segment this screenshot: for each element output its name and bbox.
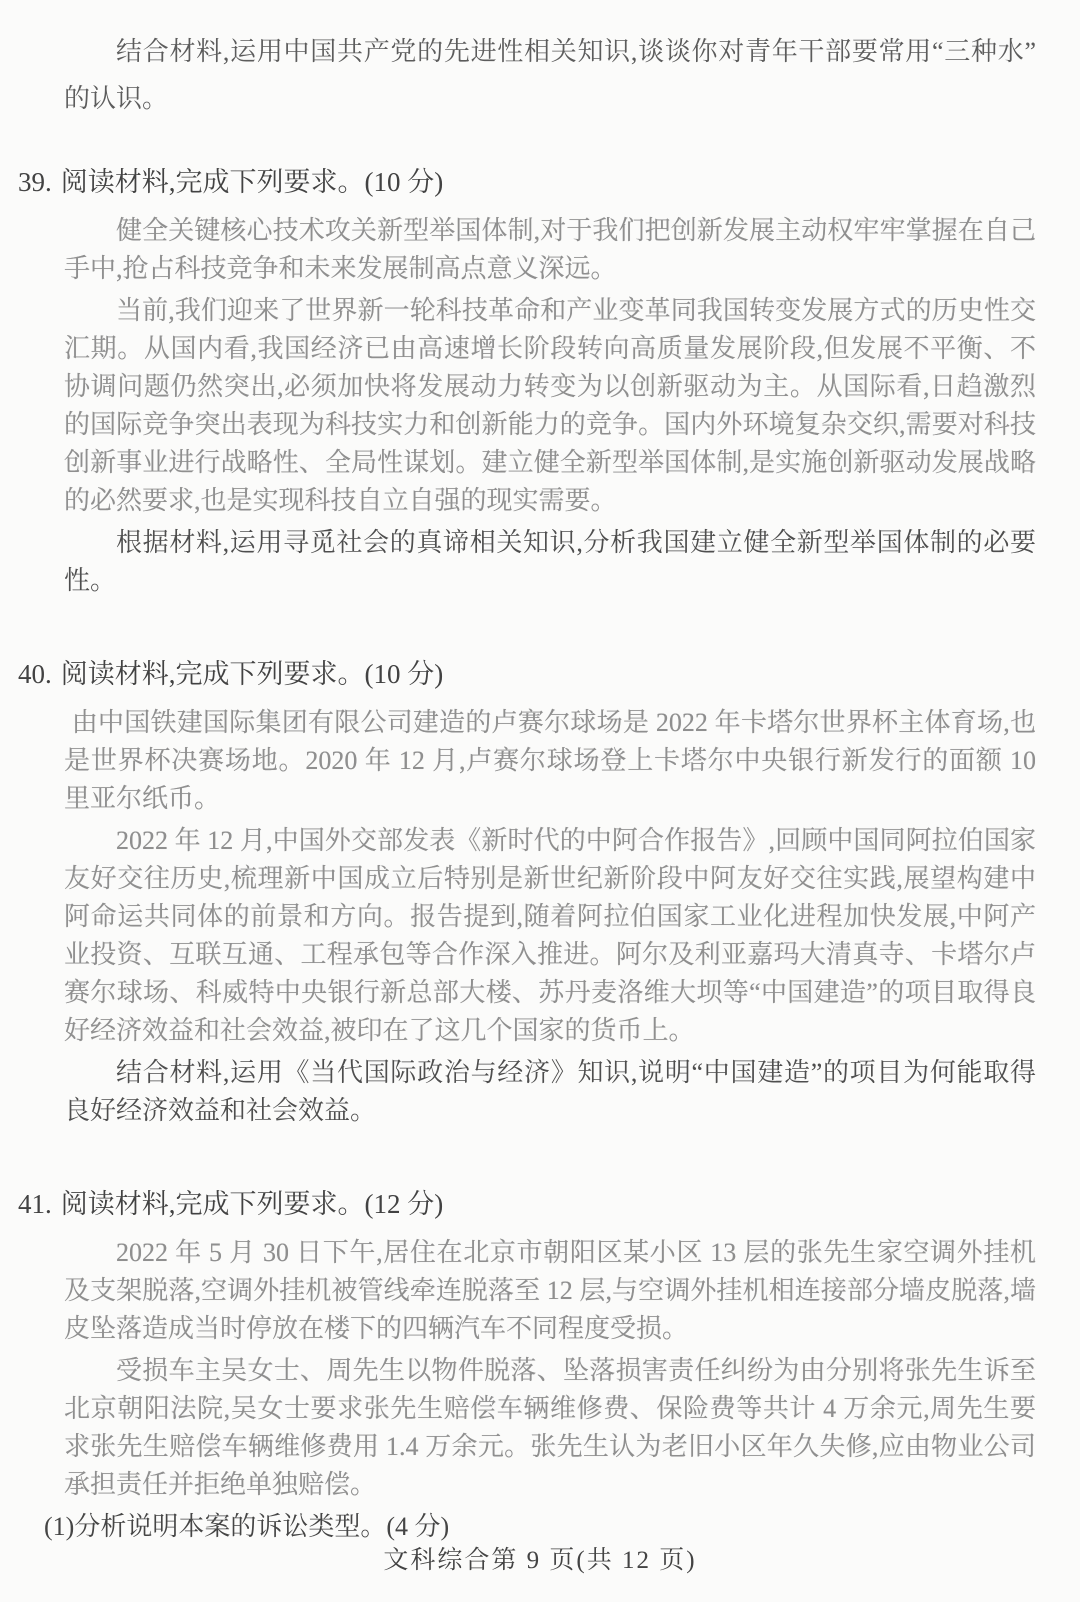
question-39-title: 阅读材料,完成下列要求。(10 分) xyxy=(60,167,444,197)
question-41-subquestion-1: (1)分析说明本案的诉讼类型。(4 分) xyxy=(44,1512,450,1541)
question-39-material-paragraph: 健全关键核心技术攻关新型举国体制,对于我们把创新发展主动权牢牢掌握在自己手中,抢占科技竞争和未来发展制高点意义深远。 xyxy=(64,216,1036,283)
question-41-number: 41. xyxy=(18,1189,52,1219)
question-39-material-paragraph: 当前,我们迎来了世界新一轮科技革命和产业变革同我国转变发展方式的历史性交汇期。从国内看,我国经济已由高速增长阶段转向高质量发展阶段,但发展不平衡、不协调问题仍然突出,必须加快将发展动力转变为以创新驱动为主。从国际看,日趋激烈的国际竞争突出表现为科技实力和创新能力的竞争。国内外环境复杂交织,需要对科技创新事业进行战略性、全局性谋划。建立健全新型举国体制,是实施创新驱动发展战略的必然要求,也是实现科技自立自强的现实需要。 xyxy=(64,296,1036,515)
question-41-title: 阅读材料,完成下列要求。(12 分) xyxy=(60,1189,444,1219)
question-41 xyxy=(18,1184,1036,1546)
question-39-task: 根据材料,运用寻觅社会的真谛相关知识,分析我国建立健全新型举国体制的必要性。 xyxy=(64,528,1036,595)
question-41-material-paragraph: 受损车主吴女士、周先生以物件脱落、坠落损害责任纠纷为由分别将张先生诉至北京朝阳法院,吴女士要求张先生赔偿车辆维修费、保险费等共计 4 万余元,周先生要求张先生赔偿车辆维修费用 1.4 万余元。张先生认为老旧小区年久失修,应由物业公司承担责任并拒绝单独赔偿。 xyxy=(64,1356,1036,1499)
question-39-header xyxy=(18,162,1036,202)
question-40-task: 结合材料,运用《当代国际政治与经济》知识,说明“中国建造”的项目为何能取得良好经济效益和社会效益。 xyxy=(64,1058,1036,1125)
question-40-number: 40. xyxy=(18,659,52,689)
question-40-header xyxy=(18,654,1036,694)
question-40-material-paragraph: 2022 年 12 月,中国外交部发表《新时代的中阿合作报告》,回顾中国同阿拉伯国家友好交往历史,梳理新中国成立后特别是新世纪新阶段中阿友好交往实践,展望构建中阿命运共同体的前景和方向。报告提到,随着阿拉伯国家工业化进程加快发展,中阿产业投资、互联互通、工程承包等合作深入推进。阿尔及利亚嘉玛大清真寺、卡塔尔卢赛尔球场、科威特中央银行新总部大楼、苏丹麦洛维大坝等“中国建造”的项目取得良好经济效益和社会效益,被印在了这几个国家的货币上。 xyxy=(64,826,1036,1045)
page-footer: 文科综合第 9 页(共 12 页) xyxy=(383,1547,697,1574)
question-41-header xyxy=(18,1184,1036,1224)
previous-question-task: 结合材料,运用中国共产党的先进性相关知识,谈谈你对青年干部要常用“三种水”的认识。 xyxy=(64,37,1036,113)
question-39-number: 39. xyxy=(18,167,52,197)
question-40-title: 阅读材料,完成下列要求。(10 分) xyxy=(60,659,444,689)
question-40-material-paragraph: 由中国铁建国际集团有限公司建造的卢赛尔球场是 2022 年卡塔尔世界杯主体育场,也是世界杯决赛场地。2020 年 12 月,卢赛尔球场登上卡塔尔中央银行新发行的面额 10 里亚尔纸币。 xyxy=(64,708,1036,813)
question-39 xyxy=(18,162,1036,600)
question-40 xyxy=(18,654,1036,1130)
question-41-material-paragraph: 2022 年 5 月 30 日下午,居住在北京市朝阳区某小区 13 层的张先生家空调外挂机及支架脱落,空调外挂机被管线牵连脱落至 12 层,与空调外挂机相连接部分墙皮脱落,墙皮坠落造成当时停放在楼下的四辆汽车不同程度受损。 xyxy=(64,1238,1036,1343)
